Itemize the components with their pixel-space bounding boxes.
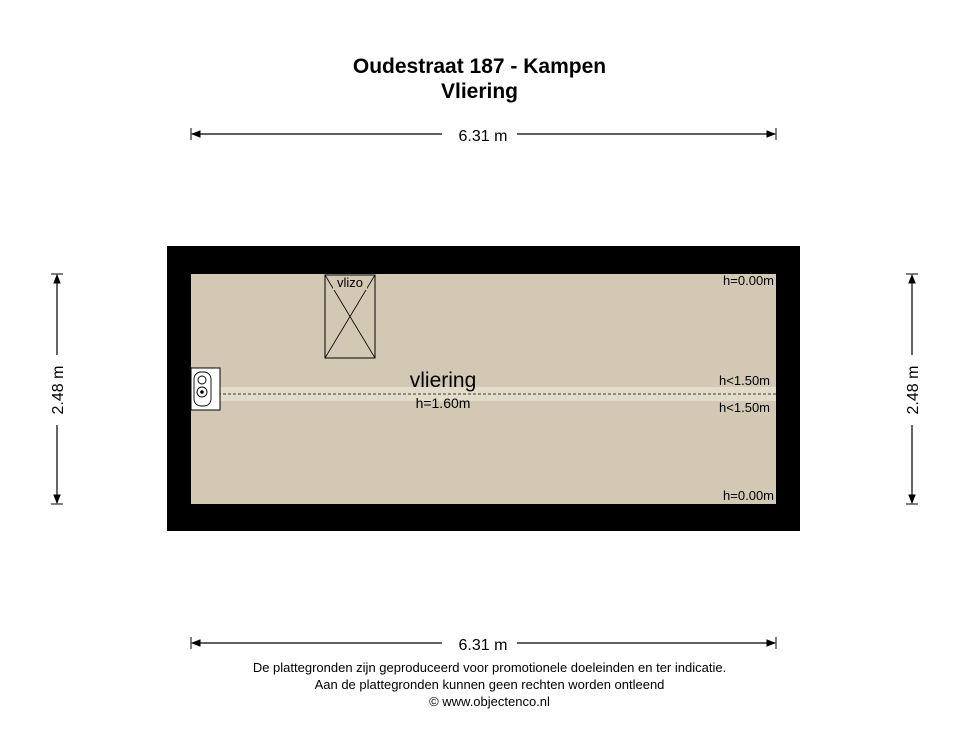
height-mark-bottom: h=0.00m <box>723 488 774 503</box>
dimension-bottom-label: 6.31 m <box>458 637 508 654</box>
page-title: Oudestraat 187 - Kampen <box>352 55 607 78</box>
dimension-top <box>191 128 776 145</box>
footer-copyright: © www.objectenco.nl <box>429 694 550 709</box>
attic-hatch-label: vlizo <box>336 275 364 290</box>
footer-rights: Aan de plattegronden kunnen geen rechten worden ontleend <box>314 677 665 692</box>
room-name: vliering <box>409 369 477 392</box>
height-mark-top: h=0.00m <box>723 273 774 288</box>
height-mark-ridge-lower: h<1.50m <box>719 400 770 415</box>
footer-disclaimer: De plattegronden zijn geproduceerd voor promotionele doeleinden en ter indicatie. <box>252 660 727 675</box>
dimension-top-label: 6.31 m <box>458 128 508 145</box>
dimension-left <box>50 274 67 504</box>
dimension-right <box>905 274 922 504</box>
room-height: h=1.60m <box>415 395 471 411</box>
dimension-bottom <box>191 637 776 654</box>
boiler-icon <box>191 368 220 410</box>
dimension-right-label: 2.48 m <box>905 365 922 415</box>
page-subtitle: Vliering <box>440 80 519 103</box>
height-mark-ridge-upper: h<1.50m <box>719 373 770 388</box>
dimension-left-label: 2.48 m <box>50 365 67 415</box>
